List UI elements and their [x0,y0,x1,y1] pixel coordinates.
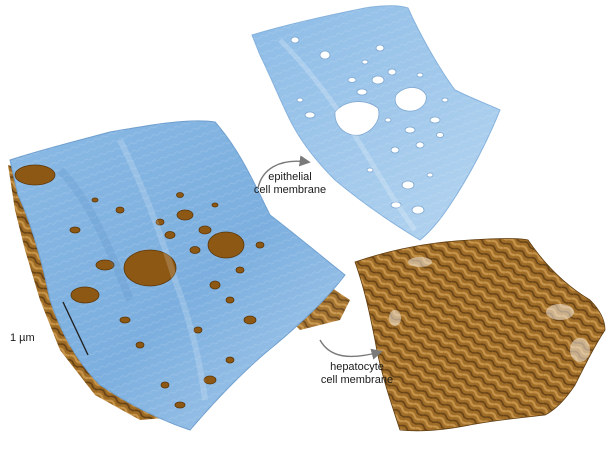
hepatocyte-membrane-render [355,239,605,431]
hepatocyte-arrow [320,340,380,356]
composite-epithelial-membrane [10,121,345,430]
hepatocyte-label [321,361,393,386]
scale-bar-label: 1 µm [10,332,35,344]
epithelial-membrane-render [252,6,500,240]
epithelial-label-line2: cell membrane [253,184,327,196]
hepatocyte-label-line2: cell membrane [320,374,394,386]
hepatocyte-label-line1: hepatocyte [330,361,384,373]
epithelial-label-line1: epithelial [268,171,312,183]
